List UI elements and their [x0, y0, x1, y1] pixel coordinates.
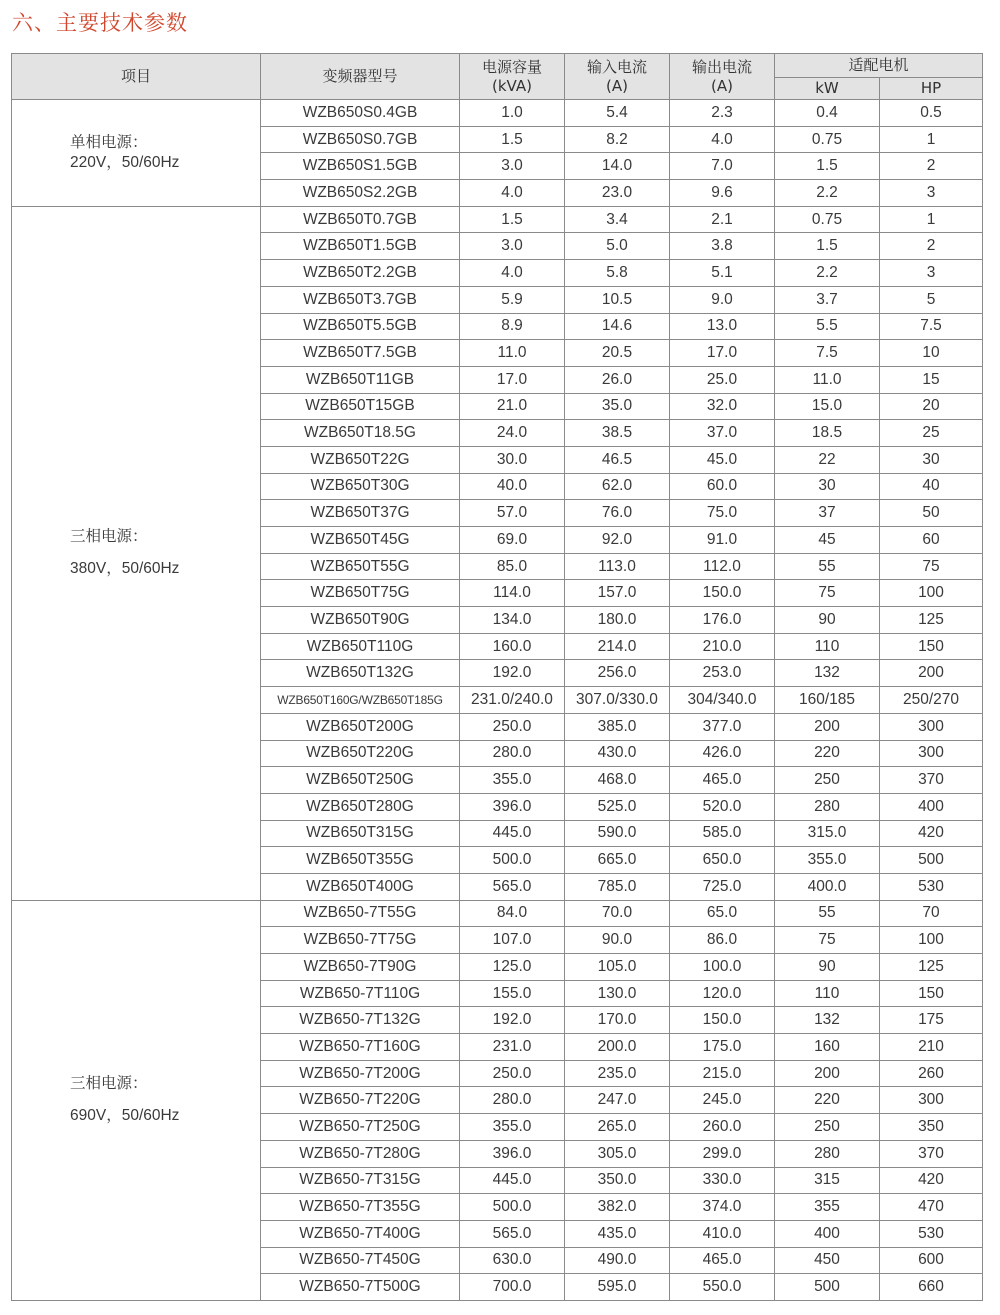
input-current-cell: 5.8: [565, 260, 670, 287]
model-cell: WZB650T3.7GB: [261, 286, 460, 313]
hp-cell: 0.5: [880, 100, 983, 127]
input-current-cell: 26.0: [565, 366, 670, 393]
output-current-cell: 210.0: [670, 633, 775, 660]
capacity-cell: 57.0: [460, 500, 565, 527]
kw-cell: 250: [775, 1114, 880, 1141]
model-cell: WZB650-7T280G: [261, 1140, 460, 1167]
kw-cell: 15.0: [775, 393, 880, 420]
output-current-cell: 91.0: [670, 527, 775, 554]
capacity-cell: 1.0: [460, 100, 565, 127]
input-current-cell: 385.0: [565, 713, 670, 740]
output-current-cell: 86.0: [670, 927, 775, 954]
kw-cell: 0.4: [775, 100, 880, 127]
hp-cell: 420: [880, 820, 983, 847]
capacity-cell: 125.0: [460, 954, 565, 981]
kw-cell: 160/185: [775, 687, 880, 714]
model-cell: WZB650-7T315G: [261, 1167, 460, 1194]
capacity-cell: 1.5: [460, 206, 565, 233]
input-current-cell: 490.0: [565, 1247, 670, 1274]
output-current-cell: 25.0: [670, 366, 775, 393]
output-current-cell: 2.1: [670, 206, 775, 233]
input-current-cell: 382.0: [565, 1194, 670, 1221]
group-label: [12, 206, 261, 900]
capacity-cell: 231.0/240.0: [460, 687, 565, 714]
output-current-cell: 175.0: [670, 1034, 775, 1061]
hp-cell: 50: [880, 500, 983, 527]
capacity-cell: 1.5: [460, 126, 565, 153]
capacity-cell: 155.0: [460, 980, 565, 1007]
kw-cell: 110: [775, 980, 880, 1007]
capacity-cell: 3.0: [460, 153, 565, 180]
model-cell: WZB650T90G: [261, 607, 460, 634]
model-cell: WZB650-7T110G: [261, 980, 460, 1007]
kw-cell: 7.5: [775, 340, 880, 367]
kw-cell: 3.7: [775, 286, 880, 313]
capacity-cell: 40.0: [460, 473, 565, 500]
model-cell: WZB650-7T200G: [261, 1060, 460, 1087]
capacity-cell: 69.0: [460, 527, 565, 554]
kw-cell: 355.0: [775, 847, 880, 874]
kw-cell: 1.5: [775, 153, 880, 180]
input-current-cell: 256.0: [565, 660, 670, 687]
kw-cell: 200: [775, 713, 880, 740]
input-current-cell: 14.0: [565, 153, 670, 180]
model-cell: WZB650T1.5GB: [261, 233, 460, 260]
hp-cell: 75: [880, 553, 983, 580]
input-current-cell: 130.0: [565, 980, 670, 1007]
kw-cell: 0.75: [775, 126, 880, 153]
input-current-cell: 595.0: [565, 1274, 670, 1301]
model-cell: WZB650T160G/WZB650T185G: [261, 687, 460, 714]
capacity-cell: 355.0: [460, 1114, 565, 1141]
capacity-cell: 134.0: [460, 607, 565, 634]
output-current-cell: 465.0: [670, 767, 775, 794]
input-current-cell: 35.0: [565, 393, 670, 420]
output-current-cell: 4.0: [670, 126, 775, 153]
kw-cell: 55: [775, 900, 880, 927]
model-cell: WZB650T22G: [261, 446, 460, 473]
capacity-cell: 396.0: [460, 793, 565, 820]
capacity-cell: 565.0: [460, 873, 565, 900]
hp-cell: 420: [880, 1167, 983, 1194]
input-current-cell: 350.0: [565, 1167, 670, 1194]
capacity-cell: 4.0: [460, 180, 565, 207]
capacity-cell: 24.0: [460, 420, 565, 447]
output-current-cell: 585.0: [670, 820, 775, 847]
kw-cell: 250: [775, 767, 880, 794]
hp-cell: 350: [880, 1114, 983, 1141]
capacity-cell: 17.0: [460, 366, 565, 393]
capacity-cell: 8.9: [460, 313, 565, 340]
model-cell: WZB650T132G: [261, 660, 460, 687]
hp-cell: 660: [880, 1274, 983, 1301]
input-current-cell: 105.0: [565, 954, 670, 981]
hp-cell: 175: [880, 1007, 983, 1034]
hp-cell: 200: [880, 660, 983, 687]
capacity-cell: 11.0: [460, 340, 565, 367]
capacity-cell: 396.0: [460, 1140, 565, 1167]
model-cell: WZB650-7T355G: [261, 1194, 460, 1221]
group-label-phase: 三相电源：: [70, 1075, 148, 1093]
hp-cell: 370: [880, 767, 983, 794]
output-current-cell: 520.0: [670, 793, 775, 820]
output-current-cell: 299.0: [670, 1140, 775, 1167]
output-current-cell: 150.0: [670, 580, 775, 607]
capacity-cell: 250.0: [460, 713, 565, 740]
hp-cell: 300: [880, 1087, 983, 1114]
group-label: [12, 100, 261, 207]
output-current-cell: 410.0: [670, 1220, 775, 1247]
output-current-cell: 377.0: [670, 713, 775, 740]
hp-cell: 150: [880, 633, 983, 660]
header-motor: 适配电机: [775, 54, 983, 78]
output-current-cell: 550.0: [670, 1274, 775, 1301]
input-current-cell: 3.4: [565, 206, 670, 233]
output-current-cell: 215.0: [670, 1060, 775, 1087]
section-title: 六、主要技术参数: [12, 11, 188, 35]
kw-cell: 220: [775, 740, 880, 767]
input-current-cell: 14.6: [565, 313, 670, 340]
capacity-cell: 231.0: [460, 1034, 565, 1061]
kw-cell: 37: [775, 500, 880, 527]
input-current-cell: 62.0: [565, 473, 670, 500]
kw-cell: 400: [775, 1220, 880, 1247]
hp-cell: 100: [880, 580, 983, 607]
hp-cell: 1: [880, 126, 983, 153]
output-current-cell: 374.0: [670, 1194, 775, 1221]
kw-cell: 1.5: [775, 233, 880, 260]
kw-cell: 110: [775, 633, 880, 660]
input-current-cell: 90.0: [565, 927, 670, 954]
input-current-cell: 70.0: [565, 900, 670, 927]
kw-cell: 22: [775, 446, 880, 473]
capacity-cell: 192.0: [460, 660, 565, 687]
output-current-cell: 37.0: [670, 420, 775, 447]
kw-cell: 90: [775, 607, 880, 634]
model-cell: WZB650-7T220G: [261, 1087, 460, 1114]
capacity-cell: 445.0: [460, 820, 565, 847]
model-cell: WZB650T45G: [261, 527, 460, 554]
model-cell: WZB650T18.5G: [261, 420, 460, 447]
model-cell: WZB650S0.7GB: [261, 126, 460, 153]
group-label-voltage: 220V，50/60Hz: [70, 153, 180, 171]
hp-cell: 100: [880, 927, 983, 954]
output-current-cell: 245.0: [670, 1087, 775, 1114]
capacity-cell: 630.0: [460, 1247, 565, 1274]
hp-cell: 400: [880, 793, 983, 820]
capacity-cell: 4.0: [460, 260, 565, 287]
kw-cell: 18.5: [775, 420, 880, 447]
output-current-cell: 60.0: [670, 473, 775, 500]
hp-cell: 300: [880, 740, 983, 767]
input-current-cell: 430.0: [565, 740, 670, 767]
model-cell: WZB650T30G: [261, 473, 460, 500]
model-cell: WZB650S2.2GB: [261, 180, 460, 207]
model-cell: WZB650-7T450G: [261, 1247, 460, 1274]
kw-cell: 400.0: [775, 873, 880, 900]
output-current-cell: 13.0: [670, 313, 775, 340]
hp-cell: 2: [880, 153, 983, 180]
output-current-cell: 176.0: [670, 607, 775, 634]
kw-cell: 450: [775, 1247, 880, 1274]
input-current-cell: 665.0: [565, 847, 670, 874]
model-cell: WZB650T315G: [261, 820, 460, 847]
kw-cell: 55: [775, 553, 880, 580]
model-cell: WZB650S0.4GB: [261, 100, 460, 127]
output-current-cell: 725.0: [670, 873, 775, 900]
output-current-cell: 426.0: [670, 740, 775, 767]
capacity-cell: 250.0: [460, 1060, 565, 1087]
input-current-cell: 307.0/330.0: [565, 687, 670, 714]
capacity-cell: 280.0: [460, 1087, 565, 1114]
model-cell: WZB650T250G: [261, 767, 460, 794]
spec-table: [11, 53, 983, 1301]
input-current-cell: 113.0: [565, 553, 670, 580]
input-current-cell: 214.0: [565, 633, 670, 660]
output-current-cell: 9.6: [670, 180, 775, 207]
hp-cell: 600: [880, 1247, 983, 1274]
input-current-cell: 180.0: [565, 607, 670, 634]
output-current-cell: 330.0: [670, 1167, 775, 1194]
input-current-cell: 46.5: [565, 446, 670, 473]
hp-cell: 40: [880, 473, 983, 500]
header-capacity: 电源容量 (kVA): [460, 54, 565, 100]
kw-cell: 220: [775, 1087, 880, 1114]
input-current-cell: 76.0: [565, 500, 670, 527]
model-cell: WZB650-7T75G: [261, 927, 460, 954]
capacity-cell: 160.0: [460, 633, 565, 660]
hp-cell: 250/270: [880, 687, 983, 714]
hp-cell: 25: [880, 420, 983, 447]
kw-cell: 315.0: [775, 820, 880, 847]
hp-cell: 1: [880, 206, 983, 233]
output-current-cell: 5.1: [670, 260, 775, 287]
output-current-cell: 45.0: [670, 446, 775, 473]
capacity-cell: 280.0: [460, 740, 565, 767]
model-cell: WZB650T355G: [261, 847, 460, 874]
capacity-cell: 192.0: [460, 1007, 565, 1034]
model-cell: WZB650-7T132G: [261, 1007, 460, 1034]
capacity-cell: 21.0: [460, 393, 565, 420]
kw-cell: 200: [775, 1060, 880, 1087]
model-cell: WZB650T400G: [261, 873, 460, 900]
hp-cell: 500: [880, 847, 983, 874]
model-cell: WZB650T11GB: [261, 366, 460, 393]
input-current-cell: 23.0: [565, 180, 670, 207]
hp-cell: 70: [880, 900, 983, 927]
input-current-cell: 590.0: [565, 820, 670, 847]
hp-cell: 7.5: [880, 313, 983, 340]
header-hp: HP: [880, 78, 983, 100]
input-current-cell: 20.5: [565, 340, 670, 367]
model-cell: WZB650T7.5GB: [261, 340, 460, 367]
header-model: 变频器型号: [261, 54, 460, 100]
model-cell: WZB650T0.7GB: [261, 206, 460, 233]
hp-cell: 15: [880, 366, 983, 393]
capacity-cell: 500.0: [460, 1194, 565, 1221]
kw-cell: 280: [775, 793, 880, 820]
hp-cell: 5: [880, 286, 983, 313]
input-current-cell: 157.0: [565, 580, 670, 607]
kw-cell: 75: [775, 927, 880, 954]
table-row: [12, 900, 983, 927]
model-cell: WZB650T2.2GB: [261, 260, 460, 287]
kw-cell: 500: [775, 1274, 880, 1301]
capacity-cell: 114.0: [460, 580, 565, 607]
hp-cell: 30: [880, 446, 983, 473]
output-current-cell: 150.0: [670, 1007, 775, 1034]
input-current-cell: 435.0: [565, 1220, 670, 1247]
hp-cell: 300: [880, 713, 983, 740]
group-label: [12, 900, 261, 1300]
input-current-cell: 5.0: [565, 233, 670, 260]
output-current-cell: 75.0: [670, 500, 775, 527]
model-cell: WZB650T5.5GB: [261, 313, 460, 340]
model-cell: WZB650-7T500G: [261, 1274, 460, 1301]
group-label-voltage: 690V，50/60Hz: [70, 1107, 180, 1125]
capacity-cell: 30.0: [460, 446, 565, 473]
capacity-cell: 355.0: [460, 767, 565, 794]
output-current-cell: 260.0: [670, 1114, 775, 1141]
capacity-cell: 500.0: [460, 847, 565, 874]
hp-cell: 370: [880, 1140, 983, 1167]
hp-cell: 3: [880, 260, 983, 287]
capacity-cell: 5.9: [460, 286, 565, 313]
model-cell: WZB650T110G: [261, 633, 460, 660]
kw-cell: 90: [775, 954, 880, 981]
output-current-cell: 65.0: [670, 900, 775, 927]
hp-cell: 60: [880, 527, 983, 554]
input-current-cell: 785.0: [565, 873, 670, 900]
kw-cell: 132: [775, 1007, 880, 1034]
output-current-cell: 9.0: [670, 286, 775, 313]
model-cell: WZB650T220G: [261, 740, 460, 767]
input-current-cell: 200.0: [565, 1034, 670, 1061]
output-current-cell: 650.0: [670, 847, 775, 874]
kw-cell: 11.0: [775, 366, 880, 393]
hp-cell: 125: [880, 954, 983, 981]
output-current-cell: 17.0: [670, 340, 775, 367]
output-current-cell: 304/340.0: [670, 687, 775, 714]
input-current-cell: 235.0: [565, 1060, 670, 1087]
hp-cell: 10: [880, 340, 983, 367]
hp-cell: 3: [880, 180, 983, 207]
input-current-cell: 92.0: [565, 527, 670, 554]
input-current-cell: 305.0: [565, 1140, 670, 1167]
input-current-cell: 8.2: [565, 126, 670, 153]
output-current-cell: 2.3: [670, 100, 775, 127]
hp-cell: 125: [880, 607, 983, 634]
hp-cell: 150: [880, 980, 983, 1007]
kw-cell: 75: [775, 580, 880, 607]
input-current-cell: 265.0: [565, 1114, 670, 1141]
kw-cell: 315: [775, 1167, 880, 1194]
model-cell: WZB650-7T400G: [261, 1220, 460, 1247]
kw-cell: 30: [775, 473, 880, 500]
output-current-cell: 100.0: [670, 954, 775, 981]
capacity-cell: 445.0: [460, 1167, 565, 1194]
header-kw: kW: [775, 78, 880, 100]
model-cell: WZB650-7T250G: [261, 1114, 460, 1141]
hp-cell: 20: [880, 393, 983, 420]
group-label-voltage: 380V，50/60Hz: [70, 560, 180, 578]
model-cell: WZB650-7T90G: [261, 954, 460, 981]
model-cell: WZB650T55G: [261, 553, 460, 580]
model-cell: WZB650-7T160G: [261, 1034, 460, 1061]
capacity-cell: 700.0: [460, 1274, 565, 1301]
model-cell: WZB650T200G: [261, 713, 460, 740]
group-label-phase: 三相电源：: [70, 528, 148, 546]
input-current-cell: 468.0: [565, 767, 670, 794]
capacity-cell: 107.0: [460, 927, 565, 954]
table-row: [12, 100, 983, 127]
model-cell: WZB650T280G: [261, 793, 460, 820]
capacity-cell: 84.0: [460, 900, 565, 927]
capacity-cell: 85.0: [460, 553, 565, 580]
capacity-cell: 3.0: [460, 233, 565, 260]
hp-cell: 2: [880, 233, 983, 260]
capacity-cell: 565.0: [460, 1220, 565, 1247]
input-current-cell: 10.5: [565, 286, 670, 313]
kw-cell: 355: [775, 1194, 880, 1221]
table-row: [12, 206, 983, 233]
header-item: 项目: [12, 54, 261, 100]
model-cell: WZB650T75G: [261, 580, 460, 607]
output-current-cell: 7.0: [670, 153, 775, 180]
model-cell: WZB650T37G: [261, 500, 460, 527]
input-current-cell: 170.0: [565, 1007, 670, 1034]
input-current-cell: 525.0: [565, 793, 670, 820]
output-current-cell: 32.0: [670, 393, 775, 420]
header-output-current: 输出电流 (A): [670, 54, 775, 100]
model-cell: WZB650-7T55G: [261, 900, 460, 927]
kw-cell: 132: [775, 660, 880, 687]
hp-cell: 530: [880, 1220, 983, 1247]
kw-cell: 5.5: [775, 313, 880, 340]
output-current-cell: 120.0: [670, 980, 775, 1007]
output-current-cell: 253.0: [670, 660, 775, 687]
group-label-phase: 单相电源：: [70, 133, 148, 151]
input-current-cell: 5.4: [565, 100, 670, 127]
output-current-cell: 112.0: [670, 553, 775, 580]
output-current-cell: 465.0: [670, 1247, 775, 1274]
input-current-cell: 38.5: [565, 420, 670, 447]
output-current-cell: 3.8: [670, 233, 775, 260]
kw-cell: 2.2: [775, 260, 880, 287]
model-cell: WZB650T15GB: [261, 393, 460, 420]
hp-cell: 530: [880, 873, 983, 900]
kw-cell: 280: [775, 1140, 880, 1167]
kw-cell: 2.2: [775, 180, 880, 207]
kw-cell: 0.75: [775, 206, 880, 233]
input-current-cell: 247.0: [565, 1087, 670, 1114]
hp-cell: 470: [880, 1194, 983, 1221]
model-cell: WZB650S1.5GB: [261, 153, 460, 180]
kw-cell: 160: [775, 1034, 880, 1061]
header-input-current: 输入电流 (A): [565, 54, 670, 100]
kw-cell: 45: [775, 527, 880, 554]
hp-cell: 210: [880, 1034, 983, 1061]
hp-cell: 260: [880, 1060, 983, 1087]
